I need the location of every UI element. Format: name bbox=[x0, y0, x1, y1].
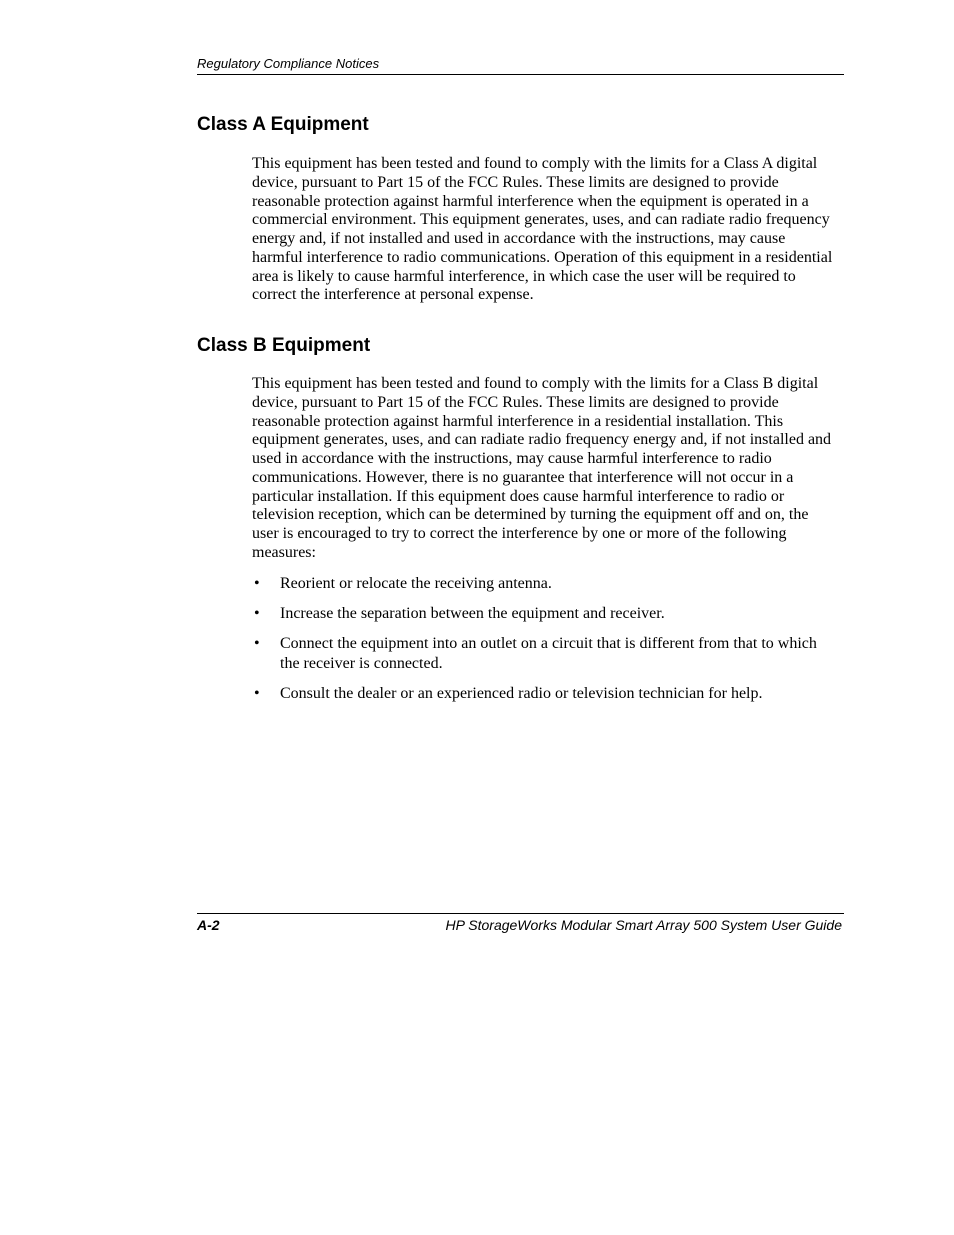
bullet-icon: • bbox=[254, 635, 260, 652]
bullet-icon: • bbox=[254, 685, 260, 702]
list-item bbox=[252, 574, 837, 594]
class-a-paragraph: This equipment has been tested and found to comply with the limits for a Class A digital device, pursuant to Part 15 of the FCC Rules. These limits are designed to provide reasonable protection against harmful interference when the equipment is operated in a commercial environment. This equipment generates, uses, and can radiate radio frequency energy and, if not installed and used in accordance with the instructions, may cause harmful interference to radio communications. Operation of this equipment in a residential area is likely to cause harmful interference, in which case the user will be required to correct the interference at personal expense. bbox=[252, 155, 833, 304]
running-header: Regulatory Compliance Notices bbox=[197, 56, 844, 75]
class-b-paragraph: This equipment has been tested and found to comply with the limits for a Class B digital device, pursuant to Part 15 of the FCC Rules. These limits are designed to provide reasonable protection against harmful interference in a residential installation. This equipment generates, uses, and can radiate radio frequency energy and, if not installed and used in accordance with the instructions, may cause harmful interference to radio communications. However, there is no guarantee that interference will not occur in a particular installation. If this equipment does cause harmful interference to radio or television reception, which can be determined by turning the equipment off and on, the user is encouraged to try to correct the interference by one or more of the following measures: bbox=[252, 375, 832, 561]
list-item-text: Increase the separation between the equipment and receiver. bbox=[280, 605, 665, 622]
section-heading-class-b: Class B Equipment bbox=[197, 335, 371, 356]
mitigation-measures-list bbox=[252, 574, 837, 714]
list-item bbox=[252, 684, 837, 704]
list-item-text: Connect the equipment into an outlet on a circuit that is different from that to which the receiver is connected. bbox=[280, 635, 817, 672]
document-title: HP StorageWorks Modular Smart Array 500 System User Guide bbox=[445, 917, 842, 933]
bullet-icon: • bbox=[254, 575, 260, 592]
running-footer bbox=[197, 913, 844, 933]
section-heading-class-a: Class A Equipment bbox=[197, 114, 369, 135]
list-item bbox=[252, 604, 837, 624]
list-item-text: Reorient or relocate the receiving antenna. bbox=[280, 575, 552, 592]
list-item-text: Consult the dealer or an experienced radio or television technician for help. bbox=[280, 685, 763, 702]
list-item bbox=[252, 634, 837, 674]
bullet-icon: • bbox=[254, 605, 260, 622]
page-number: A-2 bbox=[197, 917, 220, 933]
